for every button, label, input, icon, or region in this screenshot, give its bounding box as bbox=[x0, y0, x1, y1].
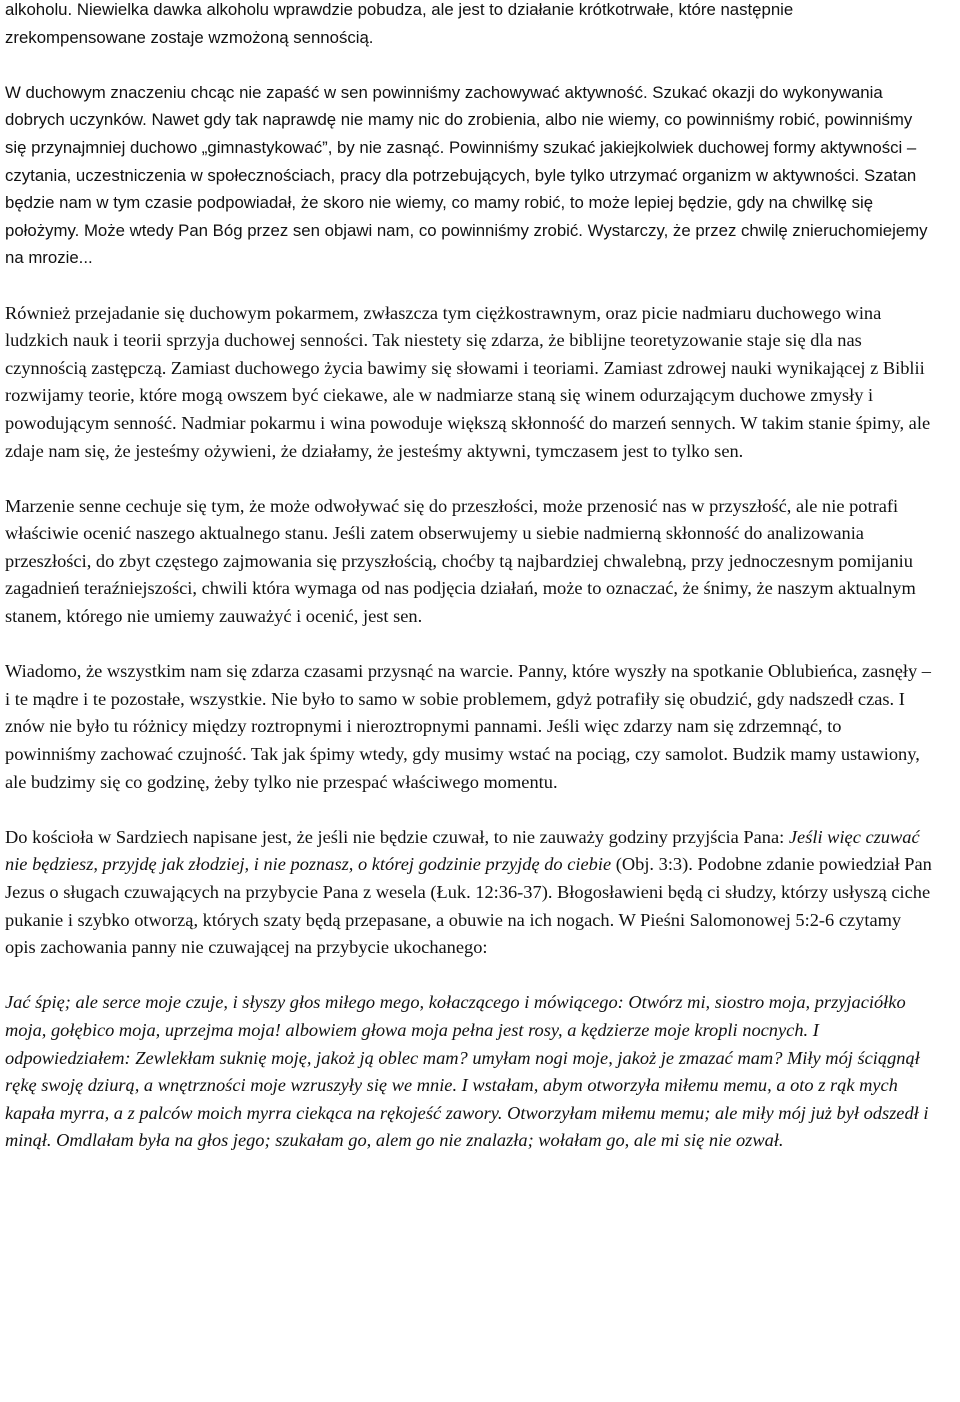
paragraph-sardis bbox=[5, 824, 936, 962]
paragraph-spiritual-food bbox=[5, 300, 936, 466]
paragraph-text: W duchowym znaczeniu chcąc nie zapaść w sen powinniśmy zachowywać aktywność. Szukać okazji do wykonywania dobrych uczynków. Nawet gdy tak naprawdę nie mamy nic do zrobienia, albo nie wiemy, co powinniśmy robić, powinniśmy się przynajmniej duchowo „gimnastykować”, by nie zasnąć. Powinniśmy szukać jakiejkolwiek duchowej formy aktywności – czytania, uczestniczenia w społecznościach, pracy dla potrzebujących, byle tylko utrzymać organizm w aktywności. Szatan będzie nam w tym czasie podpowiadał, że skoro nie wiemy, co mamy robić, to może lepiej będzie, gdy na chwilkę się położymy. Może wtedy Pan Bóg przez sen objawi nam, co powinniśmy zrobić. Wystarczy, że przez chwilę znieruchomiejemy na mrozie... bbox=[5, 82, 928, 268]
scripture-quote-block bbox=[5, 989, 936, 1155]
paragraph-text: alkoholu. Niewielka dawka alkoholu wprawdzie pobudza, ale jest to działanie krótkotrwałe, które następnie zrekompensowane zostaje wzmożoną sennością. bbox=[5, 0, 794, 47]
paragraph-text: Do kościoła w Sardziech napisane jest, że jeśli nie będzie czuwał, to nie zauważy godziny przyjścia Pana: bbox=[5, 826, 789, 847]
paragraph-text: (Obj. 3:3). Podobne zdanie powiedział Pan Jezus o sługach czuwających na przybycie Pana z wesela (Łuk. 12:36-37). Błogosławieni będą ci słudzy, którzy usłyszą ciche pukanie i szybko otworzą, których szaty będą przepasane, a obuwie na ich nogach. W Pieśni Salomonowej 5:2-6 czytamy opis zachowania panny nie czuwającej na przybycie ukochanego: bbox=[5, 854, 932, 958]
quote-text: Jać śpię; ale serce moje czuje, i słyszy głos miłego mego, kołaczącego i mówiącego: Otwórz mi, siostro moja, przyjaciółko moja, gołębico moja, uprzejma moja! albowiem głowa moja pełna jest rosy, a kędzierze moje kropli nocnych. I odpowiedziałem: Zewlekłam suknię moję, jakoż ją oblec mam? umyłam nogi moje, jakoż je zmazać mam? Miły mój ściągnął rękę swoję dziurą, a wnętrzności moje wzruszyły się we mnie. I wstałam, abym otworzyła miłemu memu, a oto z rąk mych kapała myrra, a z palców moich myrra ciekąca na rękojeść zawory. Otworzyłam miłemu memu; ale miły mój już był odszedł i minął. Omdlałam była na głos jego; szukałam go, alem go nie znalazła; wołałam go, ale mi się nie ozwał. bbox=[5, 992, 929, 1151]
paragraph-alcohol-effect bbox=[5, 0, 936, 51]
paragraph-dreams bbox=[5, 493, 936, 631]
paragraph-watchfulness bbox=[5, 658, 936, 796]
scripture-quote-inline: Jeśli więc czuwać nie będziesz, przyjdę jak złodziej, i nie poznasz, o której godzinie przyjdę do ciebie bbox=[5, 826, 920, 875]
paragraph-spiritual-activity bbox=[5, 79, 936, 272]
paragraph-text: Marzenie senne cechuje się tym, że może odwoływać się do przeszłości, może przenosić nas w przyszłość, ale nie potrafi właściwie ocenić naszego aktualnego stanu. Jeśli zatem obserwujemy u siebie nadmierną skłonność do analizowania przeszłości, do zbyt częstego zajmowania się przyszłością, choćby tą najbardziej chwalebną, przy jednoczesnym pomijaniu zagadnień teraźniejszości, chwili która wymaga od nas podjęcia działań, może to oznaczać, że śnimy, że naszym aktualnym stanem, którego nie umiemy zauważyć i ocenić, jest sen. bbox=[5, 495, 916, 627]
paragraph-text: Również przejadanie się duchowym pokarmem, zwłaszcza tym ciężkostrawnym, oraz picie nadmiaru duchowego wina ludzkich nauk i teorii sprzyja duchowej senności. Tak niestety się zdarza, że biblijne teoretyzowanie staje się dla nas czynnością zastępczą. Zamiast duchowego życia bawimy się słowami i teoriami. Zamiast zdrowej nauki wynikającej z Biblii rozwijamy teorie, które mogą owszem być ciekawe, ale w nadmiarze staną się winem odurzającym duchowe zmysły i powodującym senność. Nadmiar pokarmu i wina powoduje większą skłonność do marzeń sennych. W takim stanie śpimy, ale zdaje nam się, że jesteśmy ożywieni, że działamy, że jesteśmy aktywni, tymczasem jest to tylko sen. bbox=[5, 302, 931, 461]
paragraph-text: Wiadomo, że wszystkim nam się zdarza czasami przysnąć na warcie. Panny, które wyszły na spotkanie Oblubieńca, zasnęły – i te mądre i te pozostałe, wszystkie. Nie było to samo w sobie problemem, gdyż potrafiły się obudzić, gdy nadszedł czas. I znów nie było tu różnicy między roztropnymi i nieroztropnymi pannami. Jeśli więc zdarzy nam się zdrzemnąć, to powinniśmy zachować czujność. Tak jak śpimy wtedy, gdy musimy wstać na pociąg, czy samolot. Budzik mamy ustawiony, ale budzimy się co godzinę, żeby tylko nie przespać właściwego momentu. bbox=[5, 661, 931, 792]
